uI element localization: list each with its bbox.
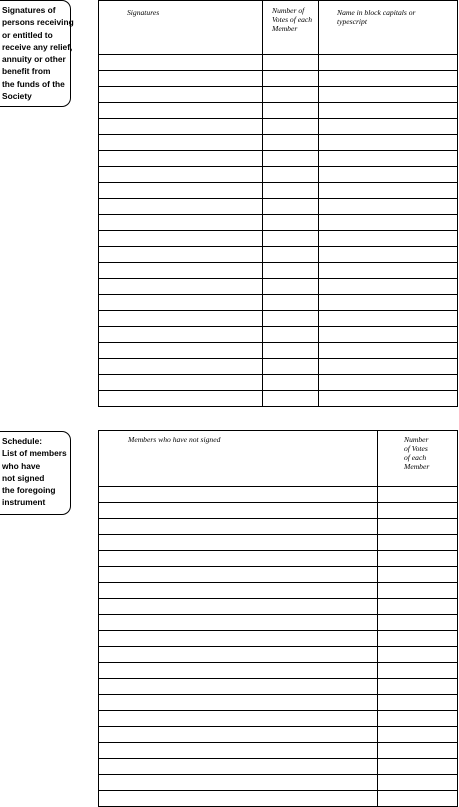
header-signatures [99, 1, 263, 55]
name-cell[interactable] [319, 199, 458, 215]
header-text: Member [272, 24, 298, 33]
votes-cell[interactable] [378, 647, 458, 663]
votes-cell[interactable] [378, 679, 458, 695]
votes-cell[interactable] [263, 71, 319, 87]
header-text: of Votes [404, 444, 428, 453]
signature-cell[interactable] [99, 215, 263, 231]
signature-cell[interactable] [99, 391, 263, 407]
table-row [99, 55, 458, 71]
votes-cell[interactable] [263, 55, 319, 71]
member-cell[interactable] [99, 631, 378, 647]
name-cell[interactable] [319, 55, 458, 71]
header-text: Signatures [127, 8, 160, 17]
votes-cell[interactable] [263, 119, 319, 135]
table-row [99, 679, 458, 695]
signature-cell[interactable] [99, 231, 263, 247]
votes-cell[interactable] [263, 359, 319, 375]
table-row [99, 167, 458, 183]
side-label-line: the foregoing [2, 485, 56, 496]
name-cell[interactable] [319, 391, 458, 407]
signatures-table-body [99, 55, 458, 407]
members-table-header-row [99, 431, 458, 487]
member-cell[interactable] [99, 599, 378, 615]
header-text: Name in block capitals or [337, 8, 416, 17]
name-cell[interactable] [319, 135, 458, 151]
signature-cell[interactable] [99, 327, 263, 343]
signature-cell[interactable] [99, 103, 263, 119]
votes-cell[interactable] [378, 711, 458, 727]
signature-cell[interactable] [99, 119, 263, 135]
name-cell[interactable] [319, 167, 458, 183]
votes-cell[interactable] [378, 599, 458, 615]
votes-cell[interactable] [263, 327, 319, 343]
table-row [99, 343, 458, 359]
member-cell[interactable] [99, 775, 378, 791]
name-cell[interactable] [319, 359, 458, 375]
table-row [99, 231, 458, 247]
votes-cell[interactable] [263, 87, 319, 103]
side-label-line: not signed [2, 472, 45, 483]
name-cell[interactable] [319, 103, 458, 119]
votes-cell[interactable] [378, 519, 458, 535]
votes-cell[interactable] [263, 103, 319, 119]
signature-cell[interactable] [99, 71, 263, 87]
member-cell[interactable] [99, 663, 378, 679]
table-row [99, 695, 458, 711]
votes-cell[interactable] [378, 615, 458, 631]
votes-cell[interactable] [263, 215, 319, 231]
members-not-signed-table [98, 430, 458, 807]
table-row [99, 775, 458, 791]
member-cell[interactable] [99, 679, 378, 695]
table-row [99, 295, 458, 311]
table-row [99, 551, 458, 567]
table-row [99, 759, 458, 775]
votes-cell[interactable] [378, 535, 458, 551]
votes-cell[interactable] [378, 695, 458, 711]
table-row [99, 311, 458, 327]
side-label-line: who have [2, 460, 41, 471]
side-label-line: the funds of the [2, 78, 65, 89]
header-votes-per-member [378, 431, 458, 487]
member-cell[interactable] [99, 583, 378, 599]
member-cell[interactable] [99, 791, 378, 807]
header-members-not-signed [99, 431, 378, 487]
member-cell[interactable] [99, 503, 378, 519]
signature-cell[interactable] [99, 183, 263, 199]
signatures-table [98, 0, 458, 407]
side-label-line: instrument [2, 497, 46, 508]
table-row [99, 247, 458, 263]
signature-cell[interactable] [99, 247, 263, 263]
side-label-line: persons receiving [2, 17, 74, 28]
table-row [99, 631, 458, 647]
member-cell[interactable] [99, 535, 378, 551]
signatures-table-header-row [99, 1, 458, 55]
side-label-line: Signatures of [2, 5, 56, 15]
votes-cell[interactable] [378, 567, 458, 583]
header-text: Votes of each [272, 15, 313, 24]
votes-cell[interactable] [263, 231, 319, 247]
name-cell[interactable] [319, 87, 458, 103]
votes-cell[interactable] [378, 759, 458, 775]
votes-cell[interactable] [378, 743, 458, 759]
signature-cell[interactable] [99, 375, 263, 391]
votes-cell[interactable] [263, 135, 319, 151]
name-cell[interactable] [319, 343, 458, 359]
member-cell[interactable] [99, 743, 378, 759]
table-row [99, 103, 458, 119]
table-row [99, 663, 458, 679]
table-row [99, 503, 458, 519]
table-row [99, 87, 458, 103]
table-row [99, 119, 458, 135]
signature-cell[interactable] [99, 359, 263, 375]
table-row [99, 359, 458, 375]
member-cell[interactable] [99, 551, 378, 567]
signature-cell[interactable] [99, 151, 263, 167]
table-row [99, 215, 458, 231]
side-label-line: receive any relief, [2, 41, 73, 52]
votes-cell[interactable] [263, 391, 319, 407]
name-cell[interactable] [319, 279, 458, 295]
header-votes-per-member [263, 1, 319, 55]
header-text: Number [404, 435, 429, 444]
signature-cell[interactable] [99, 199, 263, 215]
votes-cell[interactable] [263, 375, 319, 391]
name-cell[interactable] [319, 231, 458, 247]
table-row [99, 519, 458, 535]
member-cell[interactable] [99, 487, 378, 503]
votes-cell[interactable] [378, 503, 458, 519]
name-cell[interactable] [319, 263, 458, 279]
table-row [99, 743, 458, 759]
votes-cell[interactable] [263, 263, 319, 279]
header-text: of each [404, 453, 427, 462]
header-text: Number of [272, 6, 305, 15]
signature-cell[interactable] [99, 311, 263, 327]
votes-cell[interactable] [378, 775, 458, 791]
table-row [99, 135, 458, 151]
name-cell[interactable] [319, 71, 458, 87]
votes-cell[interactable] [263, 199, 319, 215]
name-cell[interactable] [319, 183, 458, 199]
members-table-body [99, 487, 458, 807]
name-cell[interactable] [319, 119, 458, 135]
votes-cell[interactable] [263, 151, 319, 167]
side-label-line: or entitled to [2, 29, 53, 40]
header-name-block-capitals [319, 1, 458, 55]
votes-cell[interactable] [263, 167, 319, 183]
table-row [99, 487, 458, 503]
table-row [99, 727, 458, 743]
table-row [99, 647, 458, 663]
side-label-line: List of members [2, 448, 67, 459]
header-text: typescript [337, 17, 367, 26]
member-cell[interactable] [99, 727, 378, 743]
table-row [99, 279, 458, 295]
section-2-side-label [0, 431, 71, 515]
table-row [99, 535, 458, 551]
signature-cell[interactable] [99, 279, 263, 295]
name-cell[interactable] [319, 215, 458, 231]
votes-cell[interactable] [378, 791, 458, 807]
votes-cell[interactable] [378, 631, 458, 647]
section-1-side-label [0, 0, 74, 107]
table-row [99, 391, 458, 407]
table-row [99, 615, 458, 631]
signature-cell[interactable] [99, 55, 263, 71]
table-row [99, 327, 458, 343]
name-cell[interactable] [319, 151, 458, 167]
votes-cell[interactable] [263, 343, 319, 359]
member-cell[interactable] [99, 711, 378, 727]
table-row [99, 71, 458, 87]
name-cell[interactable] [319, 375, 458, 391]
table-row [99, 567, 458, 583]
signature-cell[interactable] [99, 263, 263, 279]
votes-cell[interactable] [263, 183, 319, 199]
votes-cell[interactable] [378, 663, 458, 679]
side-label-line: annuity or other [2, 54, 66, 65]
side-label-line: Schedule: [2, 436, 43, 446]
table-row [99, 151, 458, 167]
votes-cell[interactable] [263, 247, 319, 263]
votes-cell[interactable] [263, 279, 319, 295]
member-cell[interactable] [99, 759, 378, 775]
table-row [99, 583, 458, 599]
signature-cell[interactable] [99, 167, 263, 183]
signature-cell[interactable] [99, 343, 263, 359]
name-cell[interactable] [319, 311, 458, 327]
signature-cell[interactable] [99, 295, 263, 311]
table-row [99, 599, 458, 615]
votes-cell[interactable] [378, 727, 458, 743]
name-cell[interactable] [319, 247, 458, 263]
header-text: Members who have not signed [128, 435, 221, 444]
side-label-line: Society [2, 91, 32, 102]
votes-cell[interactable] [378, 487, 458, 503]
member-cell[interactable] [99, 647, 378, 663]
signature-cell[interactable] [99, 87, 263, 103]
member-cell[interactable] [99, 567, 378, 583]
signature-cell[interactable] [99, 135, 263, 151]
table-row [99, 263, 458, 279]
member-cell[interactable] [99, 615, 378, 631]
name-cell[interactable] [319, 327, 458, 343]
member-cell[interactable] [99, 695, 378, 711]
table-row [99, 183, 458, 199]
votes-cell[interactable] [378, 551, 458, 567]
member-cell[interactable] [99, 519, 378, 535]
table-row [99, 375, 458, 391]
name-cell[interactable] [319, 295, 458, 311]
votes-cell[interactable] [378, 583, 458, 599]
votes-cell[interactable] [263, 295, 319, 311]
table-row [99, 791, 458, 807]
header-text: Member [404, 462, 430, 471]
table-row [99, 199, 458, 215]
side-label-line: benefit from [2, 66, 51, 77]
votes-cell[interactable] [263, 311, 319, 327]
table-row [99, 711, 458, 727]
